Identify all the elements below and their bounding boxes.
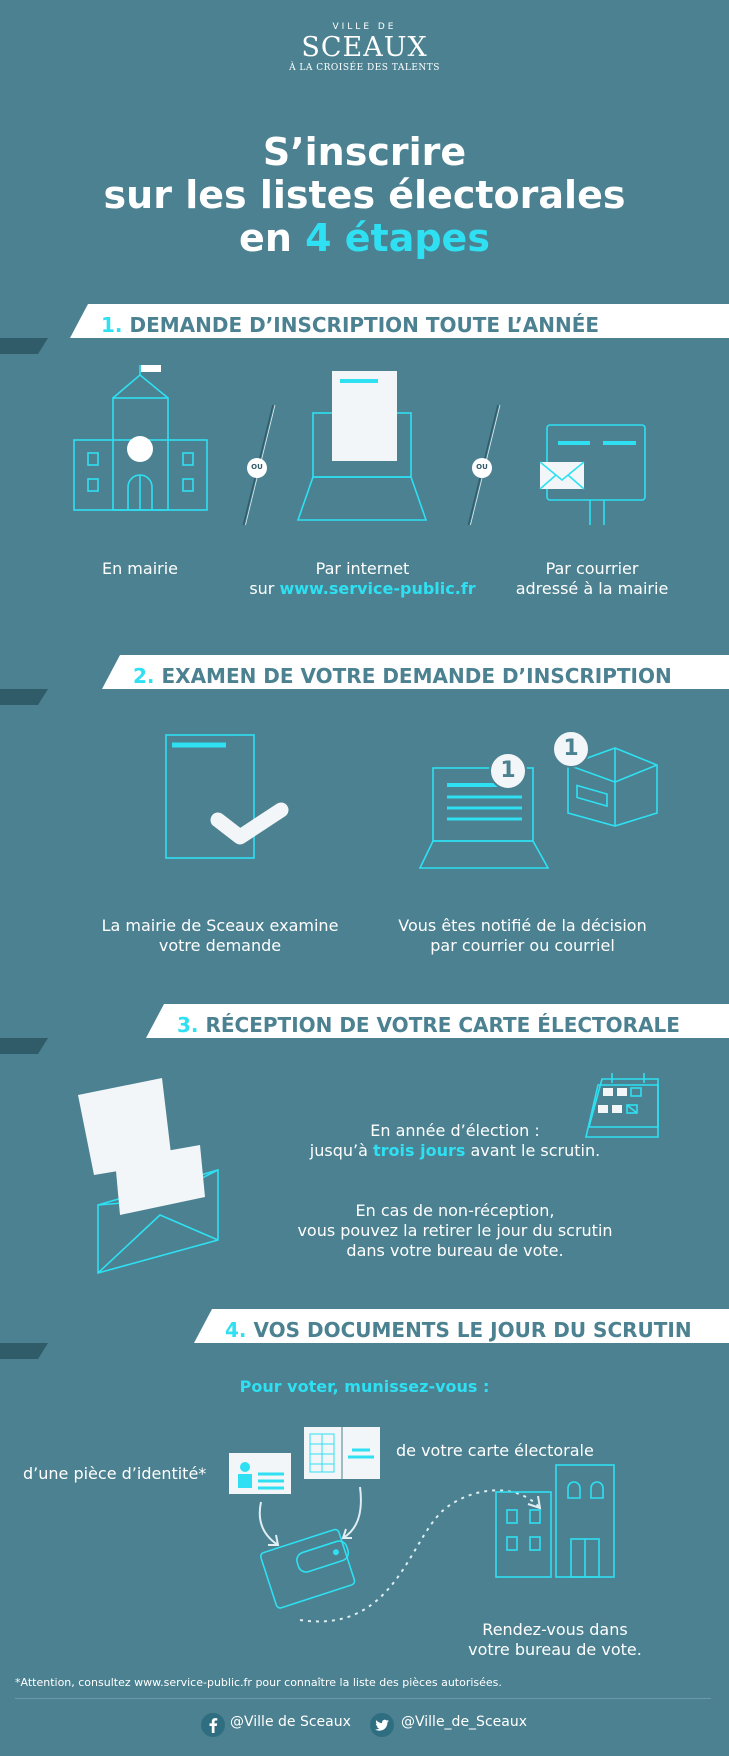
option-courrier	[490, 559, 694, 599]
bureau-text	[440, 1620, 670, 1660]
or-label-2: OU	[476, 463, 488, 471]
page-title	[0, 131, 729, 260]
step3-banner	[0, 1004, 729, 1054]
step3-para2-line3: dans votre bureau de vote.	[346, 1241, 564, 1260]
step2-banner	[0, 655, 729, 705]
step2-left-text	[70, 916, 370, 956]
envelope-card-icon	[78, 1078, 218, 1273]
step1-banner	[0, 304, 729, 354]
step2-right-line2: par courrier ou courriel	[430, 936, 615, 955]
title-highlight: 4 étapes	[305, 216, 490, 260]
laptop-icon	[298, 371, 426, 520]
step4-banner	[0, 1309, 729, 1359]
step2-right-line1: Vous êtes notifié de la décision	[398, 916, 647, 935]
option-internet-line1: Par internet	[315, 559, 410, 578]
step3-para1-line2: jusqu’à trois jours avant le scrutin.	[309, 1141, 601, 1160]
card-document-label: de votre carte électorale	[396, 1441, 594, 1460]
twitter-handle[interactable]: @Ville_de_Sceaux	[401, 1714, 527, 1730]
bureau-line1: Rendez-vous dans	[482, 1620, 628, 1639]
logo-tagline: À LA CROISÉE DES TALENTS	[289, 63, 440, 73]
step3-para2-line2: vous pouvez la retirer le jour du scrutin	[297, 1221, 613, 1240]
step3-para1	[280, 1121, 630, 1161]
service-public-link[interactable]: www.service-public.fr	[279, 579, 476, 598]
dotted-path	[300, 1490, 540, 1621]
step2-heading: 2. EXAMEN DE VOTRE DEMANDE D’INSCRIPTION	[133, 664, 672, 688]
step2-left-line1: La mairie de Sceaux examine	[101, 916, 339, 935]
electoral-card-icon	[304, 1427, 380, 1479]
title-line3	[0, 217, 729, 260]
logo	[0, 22, 729, 73]
twitter-icon[interactable]	[369, 1712, 395, 1738]
step4-heading: 4. VOS DOCUMENTS LE JOUR DU SCRUTIN	[225, 1318, 692, 1342]
notification-laptop-icon	[420, 753, 548, 868]
option-courrier-line2: adressé à la mairie	[515, 579, 669, 598]
title-line3-prefix: en	[239, 216, 306, 260]
option-internet	[220, 559, 505, 599]
facebook-icon[interactable]	[200, 1712, 226, 1738]
option-mairie: En mairie	[101, 559, 179, 578]
option-courrier-line1: Par courrier	[545, 559, 639, 578]
step4-intro: Pour voter, munissez-vous :	[239, 1377, 490, 1396]
logo-top: VILLE DE	[332, 22, 397, 32]
town-hall-icon	[74, 365, 207, 510]
id-document-label: d’une pièce d’identité*	[23, 1464, 207, 1483]
step2-left-line2: votre demande	[158, 936, 282, 955]
notification-badge-2: 1	[563, 736, 579, 761]
step3-para1-line1: En année d’élection :	[370, 1121, 540, 1140]
footer-note: *Attention, consultez www.service-public.fr pour connaître la liste des pièces autorisées.	[15, 1676, 502, 1689]
id-card-icon	[229, 1453, 291, 1494]
bureau-line2: votre bureau de vote.	[468, 1640, 642, 1659]
wallet-icon	[260, 1528, 359, 1609]
step1-icons	[0, 365, 729, 525]
notification-badge-1: 1	[500, 758, 516, 783]
step3-para2	[270, 1201, 640, 1261]
step3-para2-line1: En cas de non-réception,	[355, 1201, 555, 1220]
step4-icons	[0, 1420, 729, 1650]
footer-divider	[15, 1698, 711, 1699]
document-check-icon	[166, 735, 281, 858]
facebook-handle[interactable]: @Ville de Sceaux	[230, 1714, 351, 1730]
logo-name: SCEAUX	[301, 32, 428, 63]
title-line1: S’inscrire	[262, 130, 467, 174]
step1-heading: 1. DEMANDE D’INSCRIPTION TOUTE L’ANNÉE	[101, 313, 600, 337]
option-internet-line2: sur www.service-public.fr	[249, 579, 476, 598]
or-label-1: OU	[251, 463, 263, 471]
mailbox-icon	[540, 425, 645, 525]
title-line2: sur les listes électorales	[103, 173, 626, 217]
step2-right-text	[375, 916, 670, 956]
highlight-trois-jours: trois jours	[372, 1141, 466, 1160]
arrow-left-icon	[260, 1502, 278, 1545]
polling-station-icon	[496, 1465, 614, 1577]
step2-icons	[0, 725, 729, 875]
step3-heading: 3. RÉCEPTION DE VOTRE CARTE ÉLECTORALE	[177, 1013, 680, 1037]
